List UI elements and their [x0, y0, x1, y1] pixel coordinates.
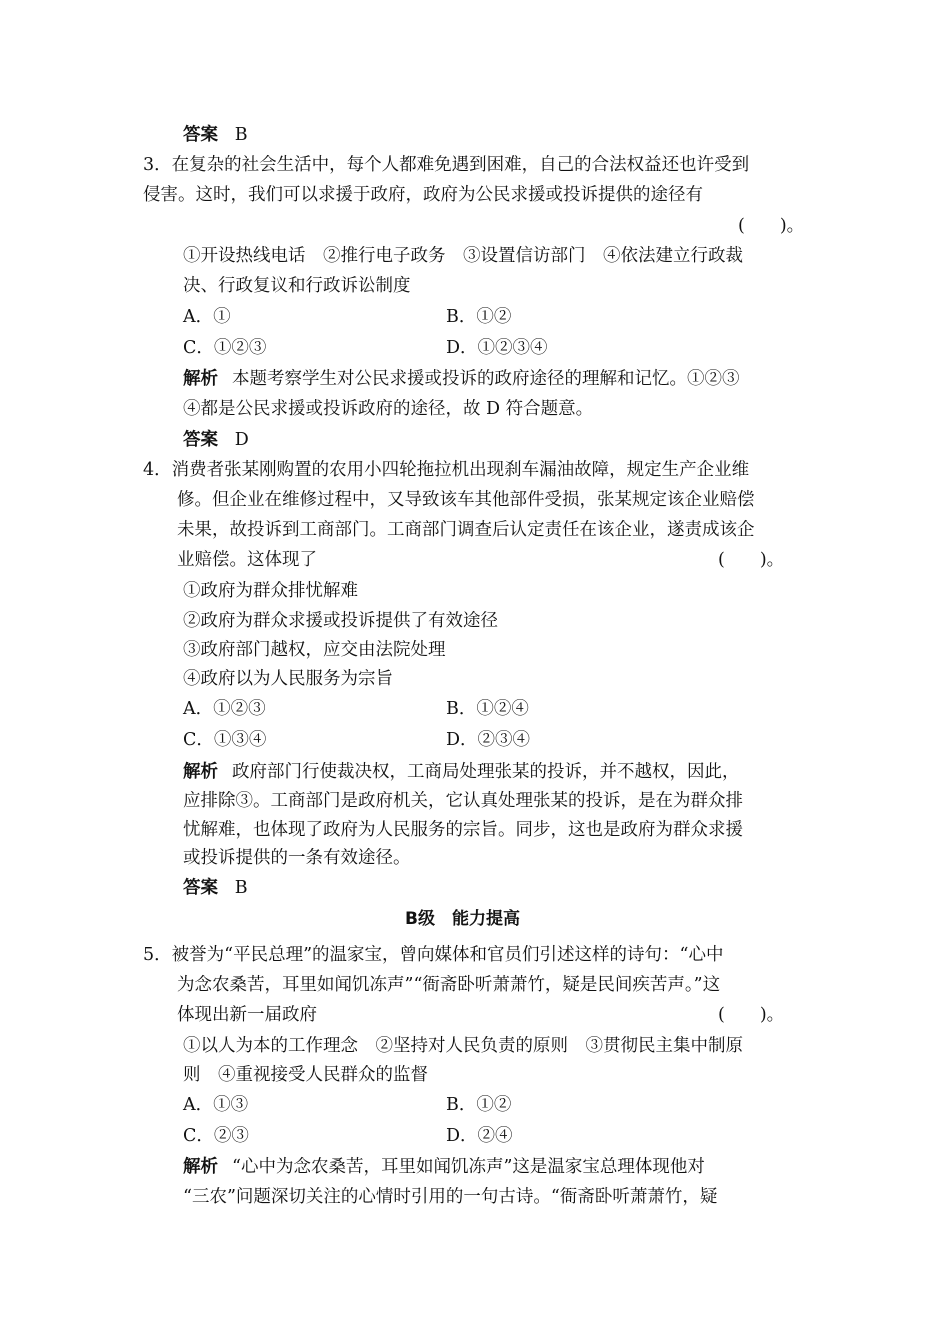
q3-line-1: 3．在复杂的社会生活中，每个人都难免遇到困难，自己的合法权益还也许受到	[143, 155, 750, 175]
q4-item-2: ②政府为群众求援或投诉提供了有效途径	[183, 611, 498, 631]
q5-analysis-line-1: 解析 “心中为念农桑苦，耳里如闻饥冻声”这是温家宝总理体现他对	[183, 1157, 705, 1177]
q4-line-1: 4．消费者张某刚购置的农用小四轮拖拉机出现刹车漏油故障，规定生产企业维	[143, 460, 750, 480]
q3-answer-value: D	[234, 430, 249, 450]
q4-line-2: 修。但企业在维修过程中，又导致该车其他部件受损，张某规定该企业赔偿	[177, 490, 755, 510]
q5-line-2: 为念农桑苦，耳里如闻饥冻声”“衙斋卧听萧萧竹，疑是民间疾苦声。”这	[177, 975, 721, 995]
q5-line-1: 5．被誉为“平民总理”的温家宝，曾向媒体和官员们引述这样的诗句：“心中	[143, 945, 724, 965]
q3-analysis-label: 解析	[183, 369, 218, 389]
answer-line	[183, 123, 248, 147]
q4-item-4: ④政府以为人民服务为宗旨	[183, 669, 393, 689]
q5-analysis-line-2: “三农”问题深切关注的心情时引用的一句古诗。“衙斋卧听萧萧竹，疑	[183, 1187, 718, 1207]
q4-analysis-line-1: 解析 政府部门行使裁决权，工商局处理张某的投诉，并不越权，因此，	[183, 762, 740, 782]
q4-option-d: D．②③④	[446, 730, 531, 750]
q3-blank: ( )。	[738, 216, 805, 236]
q5-option-d: D．②④	[446, 1126, 513, 1146]
q5-blank: ( )。	[718, 1005, 785, 1025]
q3-option-c: C．①②③	[183, 338, 267, 358]
q4-item-3: ③政府部门越权，应交由法院处理	[183, 640, 446, 660]
q3-option-a: A．①	[183, 307, 231, 327]
q5-analysis-label: 解析	[183, 1157, 218, 1177]
q3-option-b: B．①②	[446, 307, 512, 327]
q5-number: 5．	[143, 945, 172, 965]
q5-option-b: B．①②	[446, 1095, 512, 1115]
q4-answer-label: 答案	[183, 878, 218, 898]
q5-items-line-1: ①以人为本的工作理念 ②坚持对人民负责的原则 ③贯彻民主集中制原	[183, 1036, 743, 1056]
q3-answer-label: 答案	[183, 430, 218, 450]
q5-line-3: 体现出新一届政府	[177, 1005, 317, 1025]
q4-analysis-line-4: 或投诉提供的一条有效途径。	[183, 848, 411, 868]
q4-option-a: A．①②③	[183, 699, 266, 719]
answer-value: B	[234, 125, 248, 145]
q3-items-line-1: ①开设热线电话 ②推行电子政务 ③设置信访部门 ④依法建立行政裁	[183, 246, 743, 266]
q3-number: 3．	[143, 155, 172, 175]
q5-option-c: C．②③	[183, 1126, 249, 1146]
q4-blank: ( )。	[718, 550, 785, 570]
q4-option-c: C．①③④	[183, 730, 267, 750]
q4-number: 4．	[143, 460, 172, 480]
section-title: B级 能力提高	[405, 909, 520, 929]
q4-item-1: ①政府为群众排忧解难	[183, 581, 358, 601]
q3-line-2: 侵害。这时，我们可以求援于政府，政府为公民求援或投诉提供的途径有	[143, 185, 703, 205]
q4-answer-value: B	[234, 878, 248, 898]
q4-option-b: B．①②④	[446, 699, 529, 719]
q4-analysis-label: 解析	[183, 762, 218, 782]
q3-option-d: D．①②③④	[446, 338, 548, 358]
q4-answer-line	[183, 876, 248, 900]
q3-items-line-2: 决、行政复议和行政诉讼制度	[183, 276, 411, 296]
q3-analysis-line-2: ④都是公民求援或投诉政府的途径，故 D 符合题意。	[183, 399, 594, 419]
q4-line-4: 业赔偿。这体现了	[177, 550, 317, 570]
q3-answer-line	[183, 428, 249, 452]
q5-items-line-2: 则 ④重视接受人民群众的监督	[183, 1065, 428, 1085]
q5-option-a: A．①③	[183, 1095, 249, 1115]
q4-analysis-line-3: 忧解难，也体现了政府为人民服务的宗旨。同步，这也是政府为群众求援	[183, 820, 743, 840]
q3-analysis-line-1: 解析 本题考察学生对公民求援或投诉的政府途径的理解和记忆。①②③	[183, 369, 740, 389]
answer-label: 答案	[183, 125, 218, 145]
q4-line-3: 未果，故投诉到工商部门。工商部门调查后认定责任在该企业，遂责成该企	[177, 520, 755, 540]
q4-analysis-line-2: 应排除③。工商部门是政府机关，它认真处理张某的投诉，是在为群众排	[183, 791, 743, 811]
